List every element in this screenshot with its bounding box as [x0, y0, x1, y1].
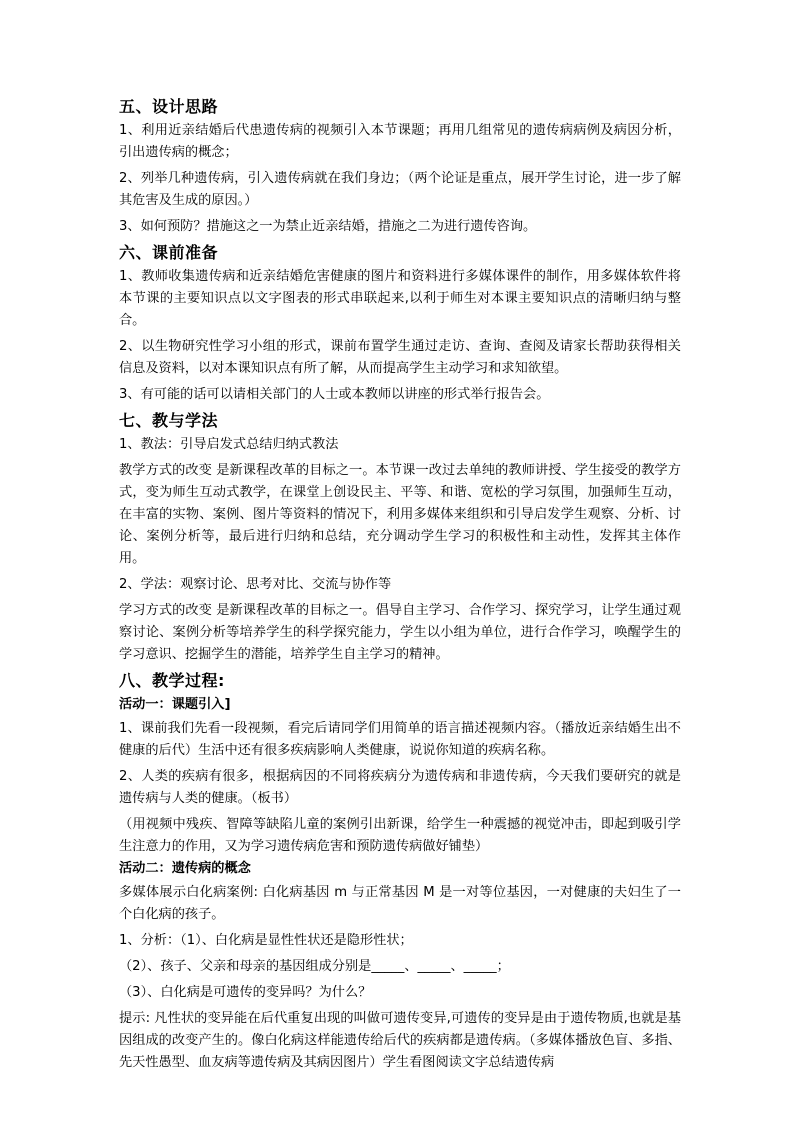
paragraph: 2、学法：观察讨论、思考对比、交流与协作等 [119, 577, 392, 592]
paragraph: 多媒体展示白化病案例: 白化病基因 m 与正常基因 M 是一对等位基因，一对健康的夫妇生了一个白化病的孩子。 [119, 885, 681, 922]
section-title-methods: 七、教与学法 [119, 411, 219, 430]
paragraph: 2、人类的疾病有很多，根据病因的不同将疾病分为遗传病和非遗传病，今天我们要研究的就是遗传病与人类的健康。（板书） [119, 769, 681, 806]
activity-two-title: 活动二：遗传病的概念 [119, 861, 251, 876]
section-title-process: 八、教学过程: [119, 671, 225, 690]
paragraph: 教学方式的改变 是新课程改革的目标之一。本节课一改过去单纯的教师讲授、学生接受的教学方式，变为师生互动式教学，在课堂上创设民主、平等、和谐、宽松的学习氛围，加强师生互动，在丰富的实物、案例、图片等资料的情况下，利用多媒体来组织和引导启发学生观察、分析、讨论、案例分析等，最后进行归纳和总结，充分调动学生学习的积极性和主动性，发挥其主体作用。 [119, 463, 681, 566]
paragraph: 1、课前我们先看一段视频，看完后请同学们用简单的语言描述视频内容。（播放近亲结婚生出不健康的后代）生活中还有很多疾病影响人类健康，说说你知道的疾病名称。 [119, 721, 681, 758]
paragraph: （2）、孩子、父亲和母亲的基因组成分别是_____、_____、_____； [119, 959, 510, 974]
paragraph: 3、有可能的话可以请相关部门的人士或本教师以讲座的形式举行报告会。 [119, 387, 550, 402]
paragraph: 提示: 凡性状的变异能在后代重复出现的叫做可遗传变异,可遗传的变异是由于遗传物质,也就是基因组成的改变产生的。像白化病这样能遗传给后代的疾病都是遗传病。（多媒体播放色盲、多指、先天性愚型、血友病等遗传病及其病因图片）学生看图阅读文字总结遗传病 [119, 1011, 681, 1070]
paragraph: 1、教师收集遗传病和近亲结婚危害健康的图片和资料进行多媒体课件的制作，用多媒体软件将本节课的主要知识点以文字图表的形式串联起来,以利于师生对本课主要知识点的清晰归纳与整合。 [119, 269, 681, 328]
paragraph: （3）、白化病是可遗传的变异吗？为什么？ [119, 985, 372, 1000]
paragraph: 1、分析：（1）、白化病是显性性状还是隐形性状； [119, 933, 413, 948]
paragraph: 学习方式的改变 是新课程改革的目标之一。倡导自主学习、合作学习、探究学习，让学生通过观察讨论、案例分析等培养学生的科学探究能力，学生以小组为单位，进行合作学习，唤醒学生的学习意识、挖掘学生的潜能，培养学生自主学习的精神。 [119, 603, 681, 662]
section-title-preparation: 六、课前准备 [119, 243, 219, 262]
paragraph: 3、如何预防？措施这之一为禁止近亲结婚，措施之二为进行遗传咨询。 [119, 219, 537, 234]
paragraph: 2、列举几种遗传病，引入遗传病就在我们身边；（两个论证是重点，展开学生讨论，进一步了解其危害及生成的原因。） [119, 171, 681, 208]
section-title-design: 五、设计思路 [119, 97, 219, 116]
paragraph: 1、利用近亲结婚后代患遗传病的视频引入本节课题；再用几组常见的遗传病病例及病因分析，引出遗传病的概念； [119, 123, 681, 160]
paragraph: 2、以生物研究性学习小组的形式，课前布置学生通过走访、查询、查阅及请家长帮助获得相关信息及资料，以对本课知识点有所了解，从而提高学生主动学习和求知欲望。 [119, 339, 681, 376]
paragraph: 1、教法：引导启发式总结归纳式教法 [119, 437, 339, 452]
activity-one-title: 活动一：课题引入] [119, 697, 231, 712]
document-page [119, 96, 681, 1078]
paragraph: （用视频中残疾、智障等缺陷儿童的案例引出新课，给学生一种震撼的视觉冲击，即起到吸引学生注意力的作用，又为学习遗传病危害和预防遗传病做好铺垫） [119, 817, 681, 854]
